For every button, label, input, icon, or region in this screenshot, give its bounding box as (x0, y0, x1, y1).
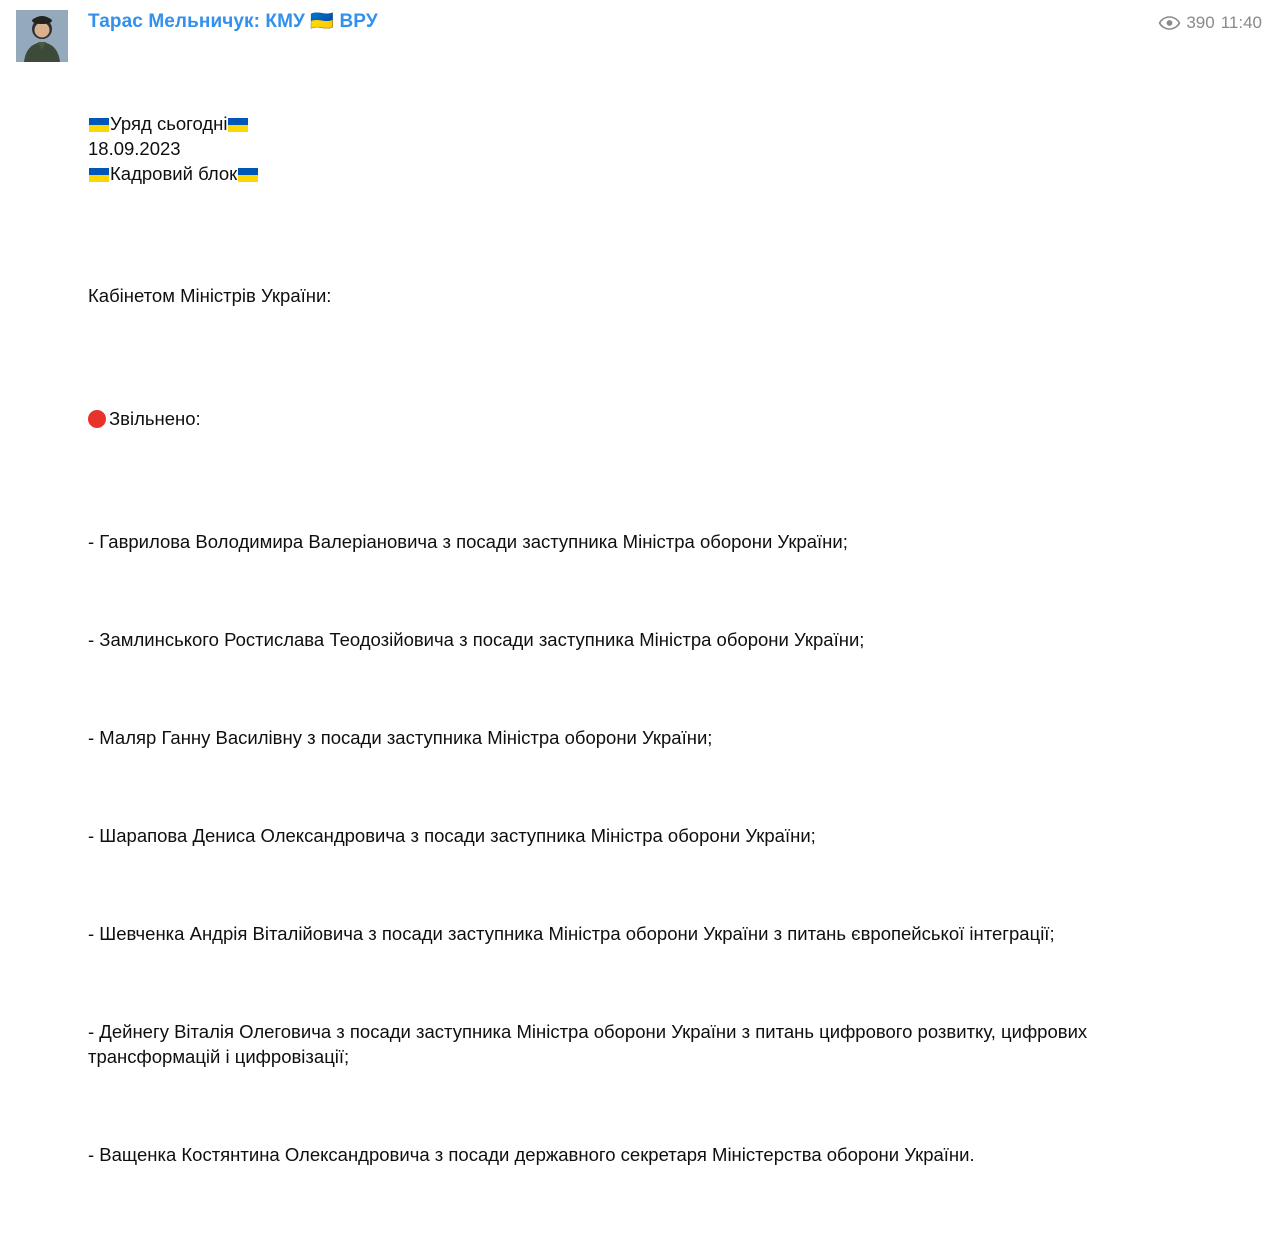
intro-paragraph: Кабінетом Міністрів України: (88, 285, 332, 306)
list-item: - Маляр Ганну Василівну з посади заступника Міністра оборони України; (88, 727, 713, 748)
ukraine-flag-icon (89, 168, 109, 182)
views-icon (1159, 16, 1180, 30)
message-body (88, 36, 1104, 1242)
section-title-label: Звільнено: (109, 408, 201, 429)
list-item: - Шарапова Дениса Олександровича з посади заступника Міністра оборони України; (88, 825, 816, 846)
list-item: - Замлинського Ростислава Теодозійовича з посади заступника Міністра оборони України; (88, 629, 865, 650)
ukraine-flag-icon (89, 118, 109, 132)
message-author[interactable]: Тарас Мельничук: КМУ 🇺🇦 ВРУ (88, 11, 378, 32)
list-item: - Ващенка Костянтина Олександровича з посади державного секретаря Міністерства оборони України. (88, 1144, 975, 1165)
message-time: 11:40 (1220, 13, 1262, 32)
ukraine-flag-icon (228, 118, 248, 132)
ukraine-flag-icon (238, 168, 258, 182)
views-count: 390 (1186, 13, 1215, 32)
message-content (88, 10, 1264, 1242)
message-header-block (88, 111, 1104, 186)
section-title (88, 406, 1104, 431)
header-line-3: Кадровий блок (110, 163, 238, 184)
header-line-2: 18.09.2023 (88, 138, 181, 159)
red-circle-icon (88, 410, 106, 428)
header-line-1: Уряд сьогодні (110, 113, 228, 134)
message-meta (1159, 12, 1262, 34)
list-item: - Гаврилова Володимира Валеріановича з посади заступника Міністра оборони України; (88, 531, 848, 552)
list-item: - Шевченка Андрія Віталійовича з посади заступника Міністра оборони України з питань європейської інтеграції; (88, 923, 1055, 944)
avatar[interactable] (16, 10, 68, 62)
list-item: - Дейнегу Віталія Олеговича з посади заступника Міністра оборони України з питань цифрового розвитку, цифрових трансформацій і цифровізації; (88, 1021, 1093, 1067)
